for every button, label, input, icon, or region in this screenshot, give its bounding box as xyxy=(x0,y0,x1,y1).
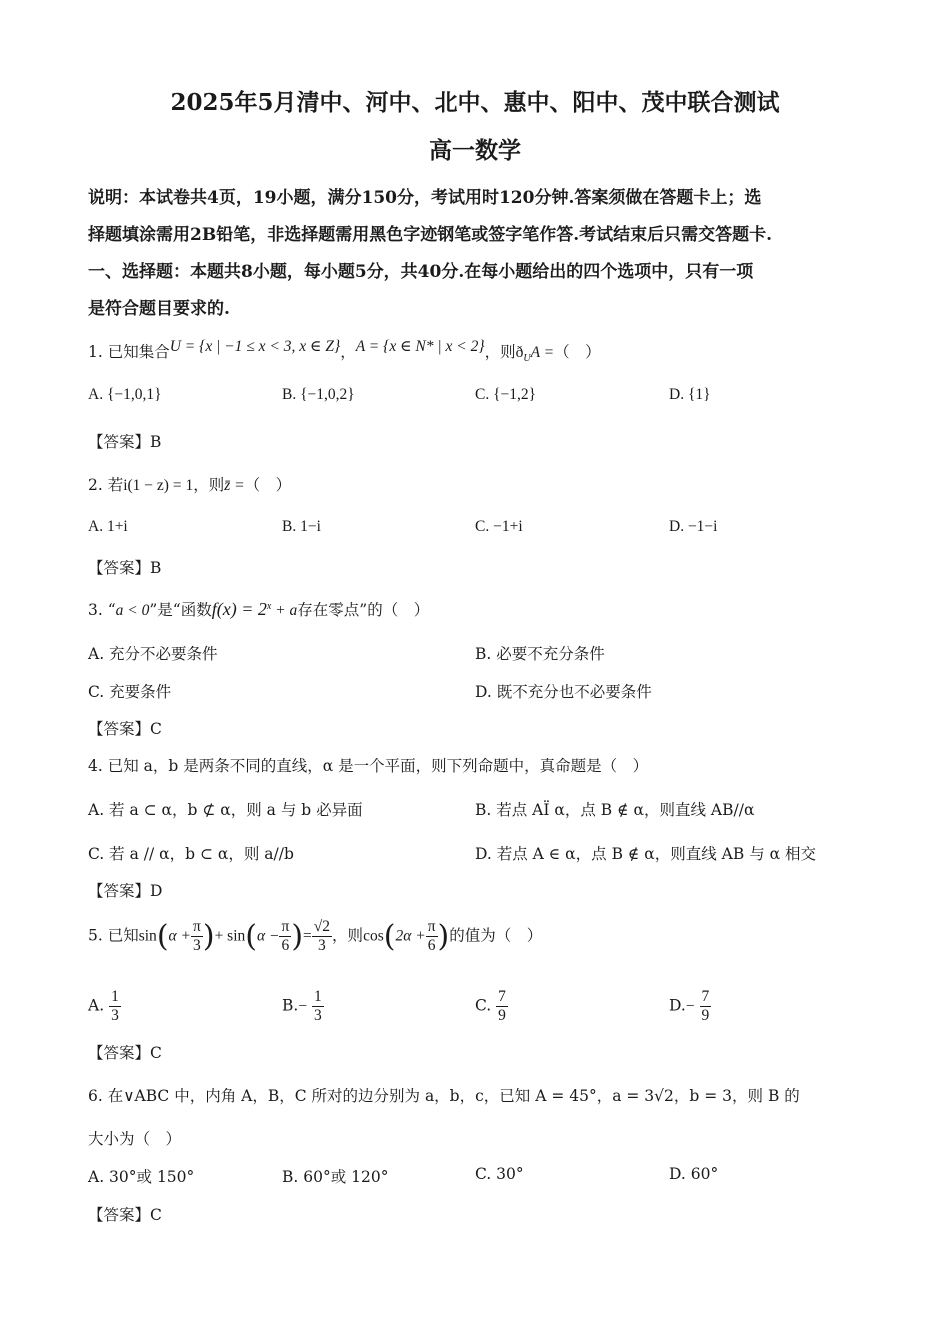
q5-frac-1-den: 3 xyxy=(193,936,201,954)
instructions-line-1: 说明：本试卷共4页，19小题，满分150分，考试用时120分钟.答案须做在答题卡上；选 xyxy=(88,188,762,208)
q1-option-a[interactable]: A. {−1,0,1} xyxy=(88,386,162,403)
q5-frac-2-den: 6 xyxy=(281,936,290,954)
q5-text-c: 的值为（ ） xyxy=(449,926,543,945)
q5-frac-pi-3 xyxy=(191,918,203,955)
q5-paren-close-3: ) xyxy=(437,918,450,954)
q3-option-c[interactable]: C. 充要条件 xyxy=(88,683,172,701)
question-3-stem xyxy=(88,598,429,620)
q5-option-a-label: A. xyxy=(88,996,105,1015)
q3-option-b[interactable]: B. 必要不充分条件 xyxy=(475,645,605,663)
q5-option-c-frac xyxy=(496,988,508,1025)
q1-set-u: U = {x | −1 ≤ x < 3, x ∈ Z} xyxy=(169,338,341,355)
q3-option-d[interactable]: D. 既不充分也不必要条件 xyxy=(475,683,652,701)
q3-exponent: x xyxy=(266,600,272,612)
q1-option-d[interactable]: D. {1} xyxy=(669,386,711,403)
question-5-stem xyxy=(88,918,542,955)
exam-title: 2025年5月清中、河中、北中、惠中、阳中、茂中联合测试 xyxy=(170,89,780,116)
instructions-line-2: 择题填涂需用2B铅笔，非选择题需用黑色字迹钢笔或签字笔作答.考试结束后只需交答题卡. xyxy=(88,225,773,245)
q6-option-d[interactable]: D. 60° xyxy=(669,1165,719,1183)
q2-option-b[interactable]: B. 1−i xyxy=(282,518,321,535)
q2-text-a: 2. 若 xyxy=(88,476,124,494)
q1-complement: ð xyxy=(515,344,524,361)
q4-option-d[interactable]: D. 若点 A ∈ α，点 B ∉ α，则直线 AB 与 α 相交 xyxy=(475,845,817,863)
q3-text-b: ”是“函数 xyxy=(149,601,212,619)
q5-text-a: 5. 已知 xyxy=(88,926,139,945)
question-6-stem-line-2: 大小为（ ） xyxy=(88,1130,182,1148)
section-heading-line-2: 是符合题目要求的. xyxy=(88,299,230,319)
q6-option-c[interactable]: C. 30° xyxy=(475,1165,524,1183)
q5-option-a-num: 1 xyxy=(111,988,119,1005)
q5-option-a-frac xyxy=(109,988,121,1025)
q5-frac-pi-6-b xyxy=(426,918,438,955)
question-6-stem: 6. 在∨ABC 中，内角 A，B，C 所对的边分别为 a，b，c，已知 A = 45°，a = 3√2，b = 3，则 B 的 xyxy=(88,1087,800,1105)
q1-option-b[interactable]: B. {−1,0,2} xyxy=(282,386,355,403)
q5-frac-1-num: π xyxy=(193,918,201,935)
q5-frac-3-num: √2 xyxy=(313,918,331,935)
q3-text-c: 存在零点”的（ ） xyxy=(297,601,430,619)
q5-paren-open-2: ( xyxy=(245,918,257,954)
q1-expr: A = xyxy=(530,344,555,361)
q5-frac-4-num: π xyxy=(427,918,436,935)
q5-paren-open-3: ( xyxy=(383,918,396,954)
q6-option-a[interactable]: A. 30°或 150° xyxy=(88,1168,195,1186)
q5-option-c-num: 7 xyxy=(498,988,506,1005)
q5-frac-3-den: 3 xyxy=(318,936,326,954)
q5-option-b-sign: − xyxy=(298,997,308,1015)
q2-expr: i(1 − z) = 1 xyxy=(123,477,194,494)
q1-text-a: 1. 已知集合 xyxy=(88,343,170,361)
q5-sin-2: + sin xyxy=(214,927,246,945)
q5-text-b: ，则 xyxy=(332,926,364,945)
q4-answer: 【答案】D xyxy=(88,882,163,900)
q5-option-d[interactable] xyxy=(669,988,711,1025)
q5-paren-close-2: ) xyxy=(291,918,304,954)
q5-frac-2-num: π xyxy=(281,918,290,935)
q5-option-c-den: 9 xyxy=(498,1006,506,1024)
q5-option-a-den: 3 xyxy=(111,1006,119,1024)
q2-expr-b: z̄ = xyxy=(224,477,245,494)
q5-option-b-den: 3 xyxy=(314,1006,322,1024)
q3-option-a[interactable]: A. 充分不必要条件 xyxy=(88,645,218,663)
q5-option-d-label: D. xyxy=(669,996,686,1015)
q5-frac-4-den: 6 xyxy=(427,936,436,954)
q5-option-b-frac xyxy=(312,988,324,1025)
q4-option-c[interactable]: C. 若 a // α，b ⊂ α，则 a//b xyxy=(88,845,294,863)
q2-option-d[interactable]: D. −1−i xyxy=(669,518,718,535)
q2-answer: 【答案】B xyxy=(88,559,162,577)
q2-option-a[interactable]: A. 1+i xyxy=(88,518,128,535)
q4-option-b[interactable]: B. 若点 AÏ α，点 B ∉ α，则直线 AB//α xyxy=(475,801,755,819)
q5-frac-sqrt2-3 xyxy=(312,918,332,955)
q2-paren: （ ） xyxy=(244,476,292,494)
q5-cos: cos xyxy=(363,927,384,945)
q3-text-a: 3. “ xyxy=(88,601,116,619)
q5-frac-pi-6 xyxy=(279,918,291,955)
q3-answer: 【答案】C xyxy=(88,720,162,738)
q5-alpha-minus: α − xyxy=(257,927,280,945)
q5-sin-1: sin xyxy=(138,927,157,945)
q5-option-d-den: 9 xyxy=(701,1006,710,1024)
q1-answer: 【答案】B xyxy=(88,433,162,451)
q5-two-alpha: 2α + xyxy=(395,927,426,945)
q5-paren-open-1: ( xyxy=(156,918,169,954)
q5-alpha-plus: α + xyxy=(168,927,192,945)
q5-equals: = xyxy=(303,927,312,945)
q6-option-b[interactable]: B. 60°或 120° xyxy=(282,1168,389,1186)
q1-complement-sub: U xyxy=(523,353,531,365)
q5-paren-close-1: ) xyxy=(202,918,215,954)
q5-option-b-num: 1 xyxy=(314,988,322,1005)
q1-comma: ， xyxy=(340,343,356,361)
q4-option-a[interactable]: A. 若 a ⊂ α，b ⊄ α，则 a 与 b 必异面 xyxy=(88,801,363,819)
q3-expr: a < 0 xyxy=(115,602,150,619)
q5-option-c[interactable] xyxy=(475,988,508,1025)
q3-function: f(x) = 2 xyxy=(211,599,267,619)
q2-option-c[interactable]: C. −1+i xyxy=(475,518,523,535)
question-4-stem: 4. 已知 a，b 是两条不同的直线，α 是一个平面，则下列命题中，真命题是（ ） xyxy=(88,757,649,775)
q6-answer: 【答案】C xyxy=(88,1206,162,1224)
q5-option-d-frac xyxy=(700,988,712,1025)
q5-option-a[interactable] xyxy=(88,988,121,1025)
exam-subtitle: 高一数学 xyxy=(429,137,521,164)
q1-option-c[interactable]: C. {−1,2} xyxy=(475,386,537,403)
q5-option-c-label: C. xyxy=(475,996,492,1015)
q5-option-b[interactable] xyxy=(282,988,324,1025)
q1-text-b: ，则 xyxy=(484,343,516,361)
question-2-stem xyxy=(88,473,291,495)
section-heading-line-1: 一、选择题：本题共8小题，每小题5分，共40分.在每小题给出的四个选项中，只有一项 xyxy=(88,262,754,282)
q5-option-d-sign: − xyxy=(685,997,695,1015)
q3-function-tail: + a xyxy=(271,602,298,619)
q2-text-b: ，则 xyxy=(193,476,225,494)
q1-set-a: A = {x ∈ N* | x < 2} xyxy=(355,338,485,355)
q1-paren: （ ） xyxy=(554,343,601,361)
q5-answer: 【答案】C xyxy=(88,1044,162,1062)
question-1-stem xyxy=(88,340,601,364)
q5-option-d-num: 7 xyxy=(701,988,710,1005)
q5-option-b-label: B. xyxy=(282,996,299,1015)
